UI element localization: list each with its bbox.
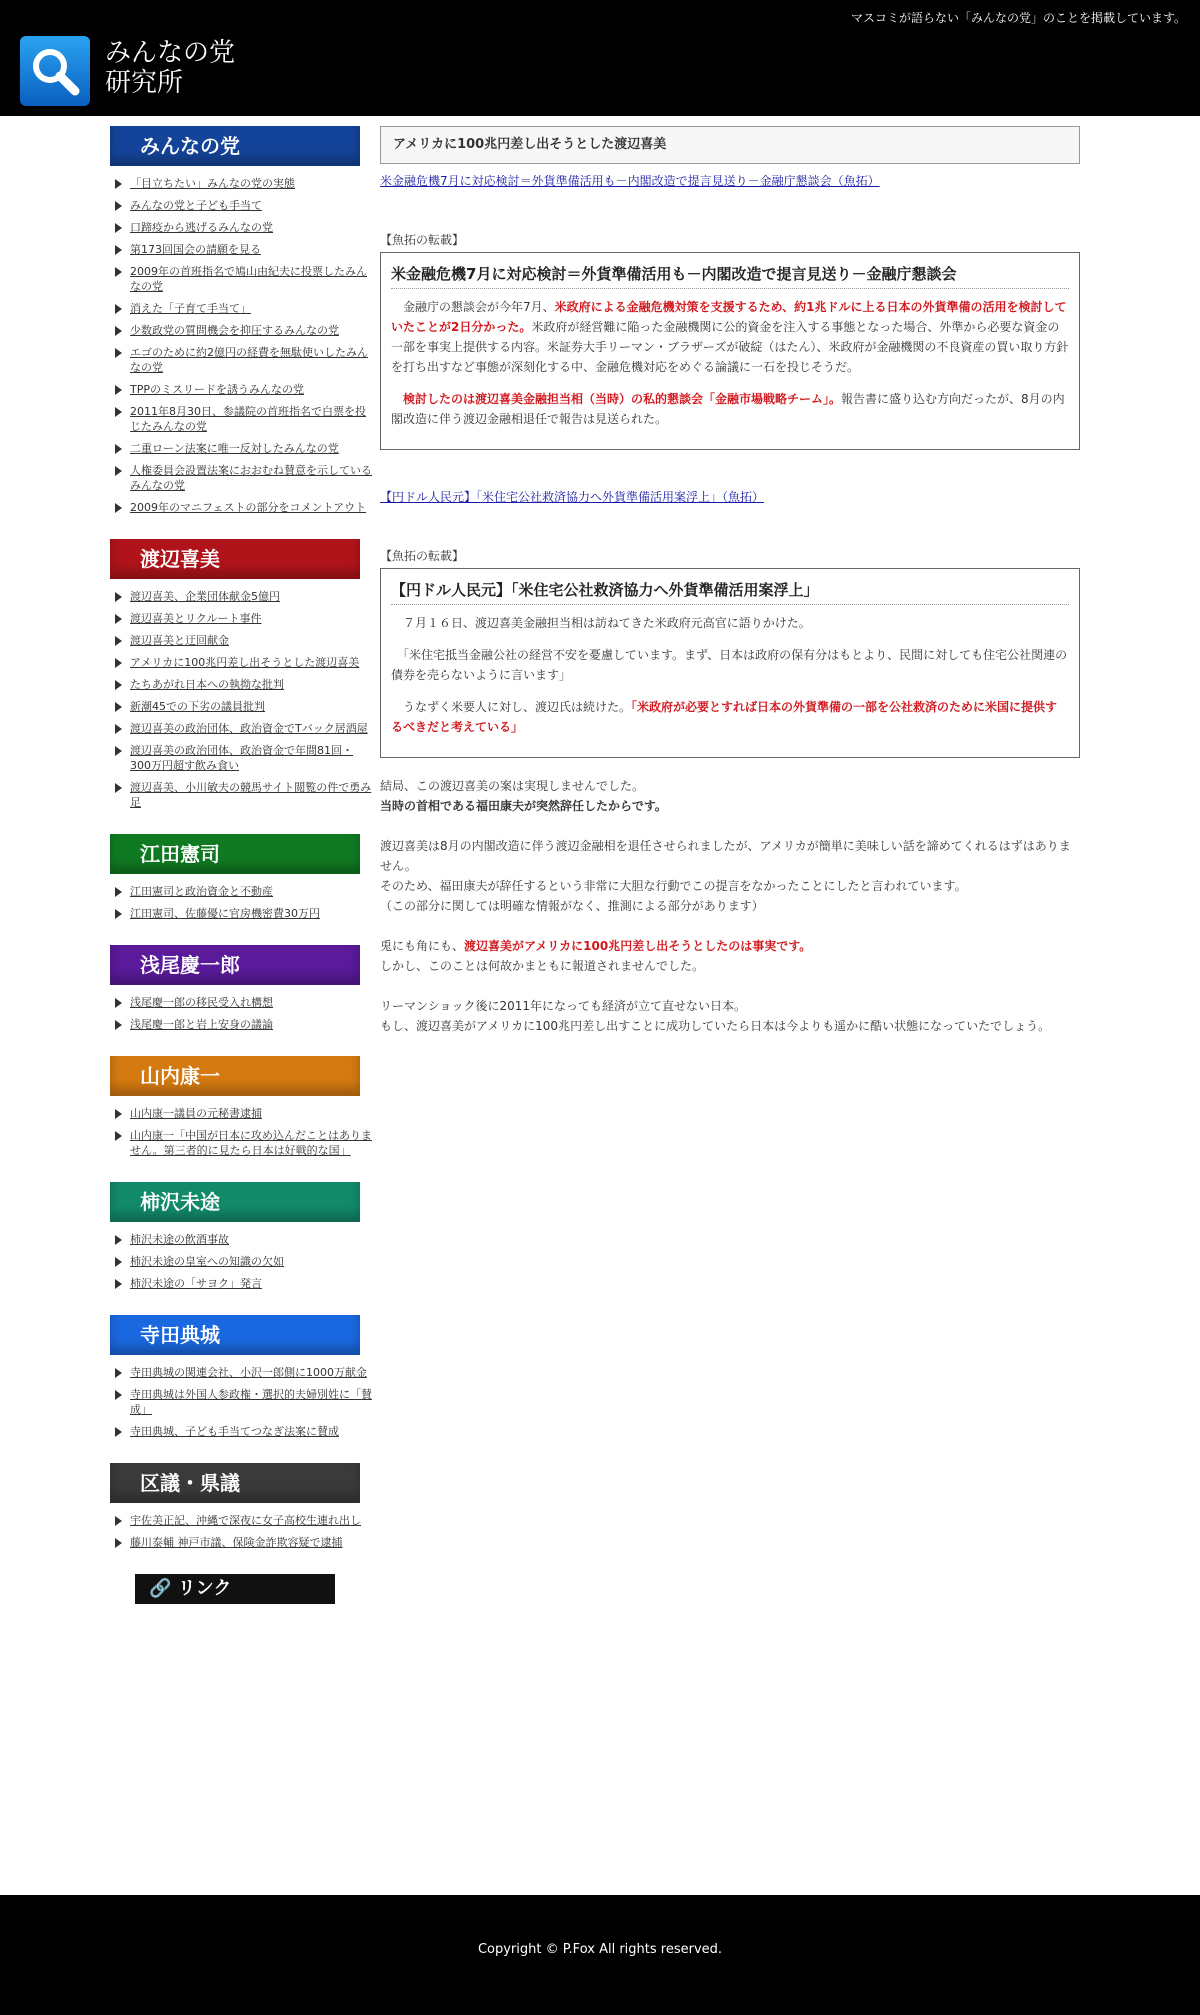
sidebar-item bbox=[110, 633, 372, 648]
copyright-text: Copyright © P.Fox All rights reserved. bbox=[477, 1942, 723, 1957]
sidebar-section-title: 山内康一 bbox=[110, 1056, 360, 1096]
sidebar-item-link[interactable]: 寺田典城は外国人参政権・選択的夫婦別姓に「賛成」 bbox=[130, 1388, 372, 1416]
quote-box-2 bbox=[380, 568, 1080, 758]
sidebar-item bbox=[110, 198, 372, 213]
sidebar-item bbox=[110, 721, 372, 736]
logo-line-1: みんなの党 bbox=[105, 38, 236, 68]
sidebar-list bbox=[110, 589, 372, 810]
sidebar-item bbox=[110, 1365, 372, 1380]
highlight-text: 渡辺喜美がアメリカに100兆円差し出そうとしたのは事実です。 bbox=[464, 939, 812, 953]
sidebar-item bbox=[110, 906, 372, 921]
sidebar-item-link[interactable]: エゴのために約2億円の経費を無駄使いしたみんなの党 bbox=[130, 346, 368, 374]
sidebar-item bbox=[110, 301, 372, 316]
sidebar-item-link[interactable]: 2009年の首班指名で鳩山由紀夫に投票したみんなの党 bbox=[130, 265, 367, 293]
conclusion-text: 当時の首相である福田康夫が突然辞任したからです。 bbox=[380, 799, 667, 813]
sidebar-item bbox=[110, 780, 372, 810]
quote-title-1: 米金融危機7月に対応検討＝外貨準備活用も－内閣改造で提言見送り－金融庁懇談会 bbox=[391, 263, 1069, 289]
sidebar-item bbox=[110, 699, 372, 714]
sidebar-item bbox=[110, 1106, 372, 1121]
sidebar-item bbox=[110, 1535, 372, 1550]
logo-search-icon[interactable] bbox=[20, 36, 90, 106]
sidebar-section-title: 渡辺喜美 bbox=[110, 539, 360, 579]
sidebar bbox=[110, 126, 372, 1604]
sidebar-item bbox=[110, 500, 372, 515]
sidebar-section bbox=[110, 1056, 372, 1158]
sidebar-item bbox=[110, 323, 372, 338]
sidebar-section bbox=[110, 834, 372, 921]
sidebar-item-link[interactable]: TPPのミスリードを誘うみんなの党 bbox=[130, 383, 304, 396]
sidebar-item-link[interactable]: 2011年8月30日、参議院の首班指名で白票を投じたみんなの党 bbox=[130, 405, 366, 433]
conclusion-text: もし、渡辺喜美がアメリカに100兆円差し出すことに成功していたら日本は今よりも遥かに酷い状態になっていたでしょう。 bbox=[380, 1019, 1051, 1033]
sidebar-section bbox=[110, 1463, 372, 1550]
sidebar-item-link[interactable]: 寺田典城の関連会社、小沢一郎側に1000万献金 bbox=[130, 1366, 367, 1379]
sidebar-item-link[interactable]: アメリカに100兆円差し出そうとした渡辺喜美 bbox=[130, 656, 360, 669]
quote-paragraph: ７月１６日、渡辺喜美金融担当相は訪ねてきた米政府元高官に語りかけた。 bbox=[391, 616, 811, 630]
source-label-2: 【魚拓の転載】 bbox=[380, 549, 465, 563]
highlight-text: 検討したのは渡辺喜美金融担当相（当時）の私的懇談会「金融市場戦略チーム」。 bbox=[391, 392, 842, 406]
sidebar-item-link[interactable]: 渡辺喜美とリクルート事件 bbox=[130, 612, 262, 625]
sidebar-section bbox=[110, 126, 372, 515]
sidebar-item bbox=[110, 264, 372, 294]
sidebar-item bbox=[110, 677, 372, 692]
sidebar-item bbox=[110, 220, 372, 235]
quote-paragraph: うなずく米要人に対し、渡辺氏は続けた。「米政府が必要とすれば日本の外貨準備の一部を公社救済のために米国に提供するべきだと考えている」 bbox=[391, 700, 1058, 734]
sidebar-item-link[interactable]: 人権委員会設置法案におおむね賛意を示しているみんなの党 bbox=[130, 464, 372, 492]
sidebar-item bbox=[110, 1128, 372, 1158]
conclusion-text: （この部分に関しては明確な情報がなく、推測による部分があります） bbox=[380, 899, 764, 913]
sidebar-item-link[interactable]: 宇佐美正記、沖縄で深夜に女子高校生連れ出し bbox=[130, 1514, 361, 1527]
sidebar-list bbox=[110, 1106, 372, 1158]
sidebar-item-link[interactable]: 山内康一議員の元秘書逮捕 bbox=[130, 1107, 262, 1120]
sidebar-item-link[interactable]: 少数政党の質問機会を抑圧するみんなの党 bbox=[130, 324, 339, 337]
conclusion-text: しかし、このことは何故かまともに報道されませんでした。 bbox=[380, 959, 705, 973]
sidebar-item-link[interactable]: 柿沢未途の飲酒事故 bbox=[130, 1233, 229, 1246]
sidebar-item-link[interactable]: 藤川泰輔 神戸市議、保険金詐欺容疑で逮捕 bbox=[130, 1536, 343, 1549]
sidebar-item-link[interactable]: 江田憲司、佐藤優に官房機密費30万円 bbox=[130, 907, 320, 920]
conclusion-text: 兎にも角にも、 bbox=[380, 939, 465, 953]
conclusion-text: そのため、福田康夫が辞任するという非常に大胆な行動でこの提言をなかったことにしたと言われています。 bbox=[380, 879, 967, 893]
quote-paragraph: 検討したのは渡辺喜美金融担当相（当時）の私的懇談会「金融市場戦略チーム」。報告書に盛り込む方向だったが、8月の内閣改造に伴う渡辺金融相退任で報告は見送られた。 bbox=[391, 392, 1065, 426]
link-icon: 🔗 bbox=[149, 1578, 178, 1599]
sidebar-item-link[interactable]: 二重ローン法案に唯一反対したみんなの党 bbox=[130, 442, 339, 455]
sidebar-item-link[interactable]: 柿沢未途の皇室への知識の欠如 bbox=[130, 1255, 284, 1268]
sidebar-item bbox=[110, 1254, 372, 1269]
sidebar-item-link[interactable]: 渡辺喜美、企業団体献金5億円 bbox=[130, 590, 280, 603]
sidebar-item bbox=[110, 1276, 372, 1291]
sidebar-section-title: 寺田典城 bbox=[110, 1315, 360, 1355]
sidebar-item-link[interactable]: みんなの党と子ども手当て bbox=[130, 199, 262, 212]
sidebar-item bbox=[110, 1017, 372, 1032]
sidebar-item-link[interactable]: 寺田典城、子ども手当てつなぎ法案に賛成 bbox=[130, 1425, 339, 1438]
sidebar-item-link[interactable]: たちあがれ日本への執拗な批判 bbox=[130, 678, 284, 691]
highlight-text: 米政府による金融危機対策を支援するため、約1兆ドルに上る日本の外貨準備の活用を検討していたことが2日分かった。 bbox=[391, 300, 1067, 334]
sidebar-list bbox=[110, 176, 372, 515]
sidebar-item-link[interactable]: 浅尾慶一郎と岩上安身の議論 bbox=[130, 1018, 273, 1031]
sidebar-item bbox=[110, 463, 372, 493]
sidebar-item bbox=[110, 743, 372, 773]
sidebar-item-link[interactable]: 江田憲司と政治資金と不動産 bbox=[130, 885, 273, 898]
quote-paragraph: 「米住宅抵当金融公社の経営不安を憂慮しています。まず、日本は政府の保有分はもとより、民間に対しても住宅公社関連の債券を売らないように言います」 bbox=[391, 648, 1068, 682]
sidebar-item-link[interactable]: 柿沢未途の「サヨク」発言 bbox=[130, 1277, 262, 1290]
sidebar-item-link[interactable]: 浅尾慶一郎の移民受入れ構想 bbox=[130, 996, 273, 1009]
sidebar-section-title: みんなの党 bbox=[110, 126, 360, 166]
highlight-text: 「米政府が必要とすれば日本の外貨準備の一部を公社救済のために米国に提供するべきだと考えている」 bbox=[391, 700, 1058, 734]
sidebar-section bbox=[110, 539, 372, 810]
sidebar-item-link[interactable]: 渡辺喜美の政治団体、政治資金でTバック居酒屋 bbox=[130, 722, 368, 735]
sidebar-section-title: 柿沢未途 bbox=[110, 1182, 360, 1222]
logo-line-2: 研究所 bbox=[105, 68, 184, 98]
source-label-1: 【魚拓の転載】 bbox=[380, 233, 465, 247]
conclusion-text: 結局、この渡辺喜美の案は実現しませんでした。 bbox=[380, 779, 645, 793]
site-logo-text[interactable] bbox=[105, 38, 235, 98]
sidebar-item-link[interactable]: 山内康一「中国が日本に攻め込んだことはありません。第三者的に見たら日本は好戦的な国」 bbox=[130, 1129, 372, 1157]
quote-title-2: 【円ドル人民元】「米住宅公社救済協力へ外貨準備活用案浮上」 bbox=[391, 579, 1069, 605]
sidebar-section bbox=[110, 1182, 372, 1291]
sidebar-item-link[interactable]: 渡辺喜美の政治団体、政治資金で年間81回・300万円超す飲み食い bbox=[130, 744, 353, 772]
conclusion-text: リーマンショック後に2011年になっても経済が立て直せない日本。 bbox=[380, 999, 747, 1013]
sidebar-item bbox=[110, 1513, 372, 1528]
sidebar-item bbox=[110, 1424, 372, 1439]
sidebar-item bbox=[110, 611, 372, 626]
sidebar-item-link[interactable]: 渡辺喜美、小川敏夫の競馬サイト閲覧の件で勇み足 bbox=[130, 781, 372, 809]
sidebar-section bbox=[110, 1315, 372, 1439]
sidebar-item bbox=[110, 589, 372, 604]
sidebar-item bbox=[110, 441, 372, 456]
sidebar-item bbox=[110, 655, 372, 670]
sidebar-section-title: 江田憲司 bbox=[110, 834, 360, 874]
sidebar-item-link[interactable]: 「目立ちたい」みんなの党の実態 bbox=[130, 177, 295, 190]
sidebar-list bbox=[110, 884, 372, 921]
article-title: アメリカに100兆円差し出そうとした渡辺喜美 bbox=[380, 126, 1080, 164]
link-button-label: リンク bbox=[177, 1578, 232, 1599]
sidebar-item bbox=[110, 345, 372, 375]
sidebar-item bbox=[110, 884, 372, 899]
sidebar-item bbox=[110, 995, 372, 1010]
site-tagline: マスコミが語らない「みんなの党」のことを掲載しています。 bbox=[850, 11, 1186, 25]
sidebar-section-title: 区議・県議 bbox=[110, 1463, 360, 1503]
sidebar-list bbox=[110, 995, 372, 1032]
site-footer bbox=[0, 1895, 1200, 2015]
sidebar-item bbox=[110, 1387, 372, 1417]
sidebar-item bbox=[110, 1232, 372, 1247]
source-link-1[interactable]: 米金融危機7月に対応検討＝外貨準備活用も－内閣改造で提言見送り－金融庁懇談会（魚拓） bbox=[380, 174, 880, 188]
magnifier-icon bbox=[28, 44, 82, 98]
source-link-2[interactable]: 【円ドル人民元】「米住宅公社救済協力へ外貨準備活用案浮上」（魚拓） bbox=[380, 490, 765, 504]
sidebar-item bbox=[110, 382, 372, 397]
sidebar-section-title: 浅尾慶一郎 bbox=[110, 945, 360, 985]
site-header bbox=[0, 0, 1200, 116]
sidebar-item-link[interactable]: 2009年のマニフェストの部分をコメントアウト bbox=[130, 501, 367, 514]
quote-box-1 bbox=[380, 252, 1080, 450]
quote-paragraph: 金融庁の懇談会が今年7月、米政府による金融危機対策を支援するため、約1兆ドルに上る日本の外貨準備の活用を検討していたことが2日分かった。米政府が経営難に陥った金融機関に公的資金を注入する事態となった場合、外準から必要な資金の一部を事実上提供する内容。米証券大手リーマン・ブラザーズが破綻（はたん）、米政府が金融機関の不良資産の買い取り方針を打ち出すなど事態が深刻化する中、金融危機対応をめぐる論議に一石を投じそうだ。 bbox=[391, 300, 1069, 374]
main-content bbox=[380, 126, 1080, 1056]
sidebar-item-link[interactable]: 渡辺喜美と迂回献金 bbox=[130, 634, 229, 647]
conclusion bbox=[380, 776, 1080, 1036]
sidebar-list bbox=[110, 1232, 372, 1291]
link-button[interactable] bbox=[135, 1574, 335, 1604]
sidebar-section bbox=[110, 945, 372, 1032]
sidebar-item bbox=[110, 176, 372, 191]
sidebar-item-link[interactable]: 口蹄疫から逃げるみんなの党 bbox=[130, 221, 273, 234]
sidebar-item-link[interactable]: 消えた「子育て手当て」 bbox=[130, 302, 251, 315]
sidebar-item-link[interactable]: 新潮45での下劣の議員批判 bbox=[130, 700, 265, 713]
sidebar-list bbox=[110, 1513, 372, 1550]
sidebar-item-link[interactable]: 第173回国会の請願を見る bbox=[130, 243, 261, 256]
sidebar-item bbox=[110, 404, 372, 434]
sidebar-list bbox=[110, 1365, 372, 1439]
conclusion-text: 渡辺喜美は8月の内閣改造に伴う渡辺金融相を退任させられましたが、アメリカが簡単に美味しい話を諦めてくれるはずはありません。 bbox=[380, 839, 1071, 873]
sidebar-item bbox=[110, 242, 372, 257]
